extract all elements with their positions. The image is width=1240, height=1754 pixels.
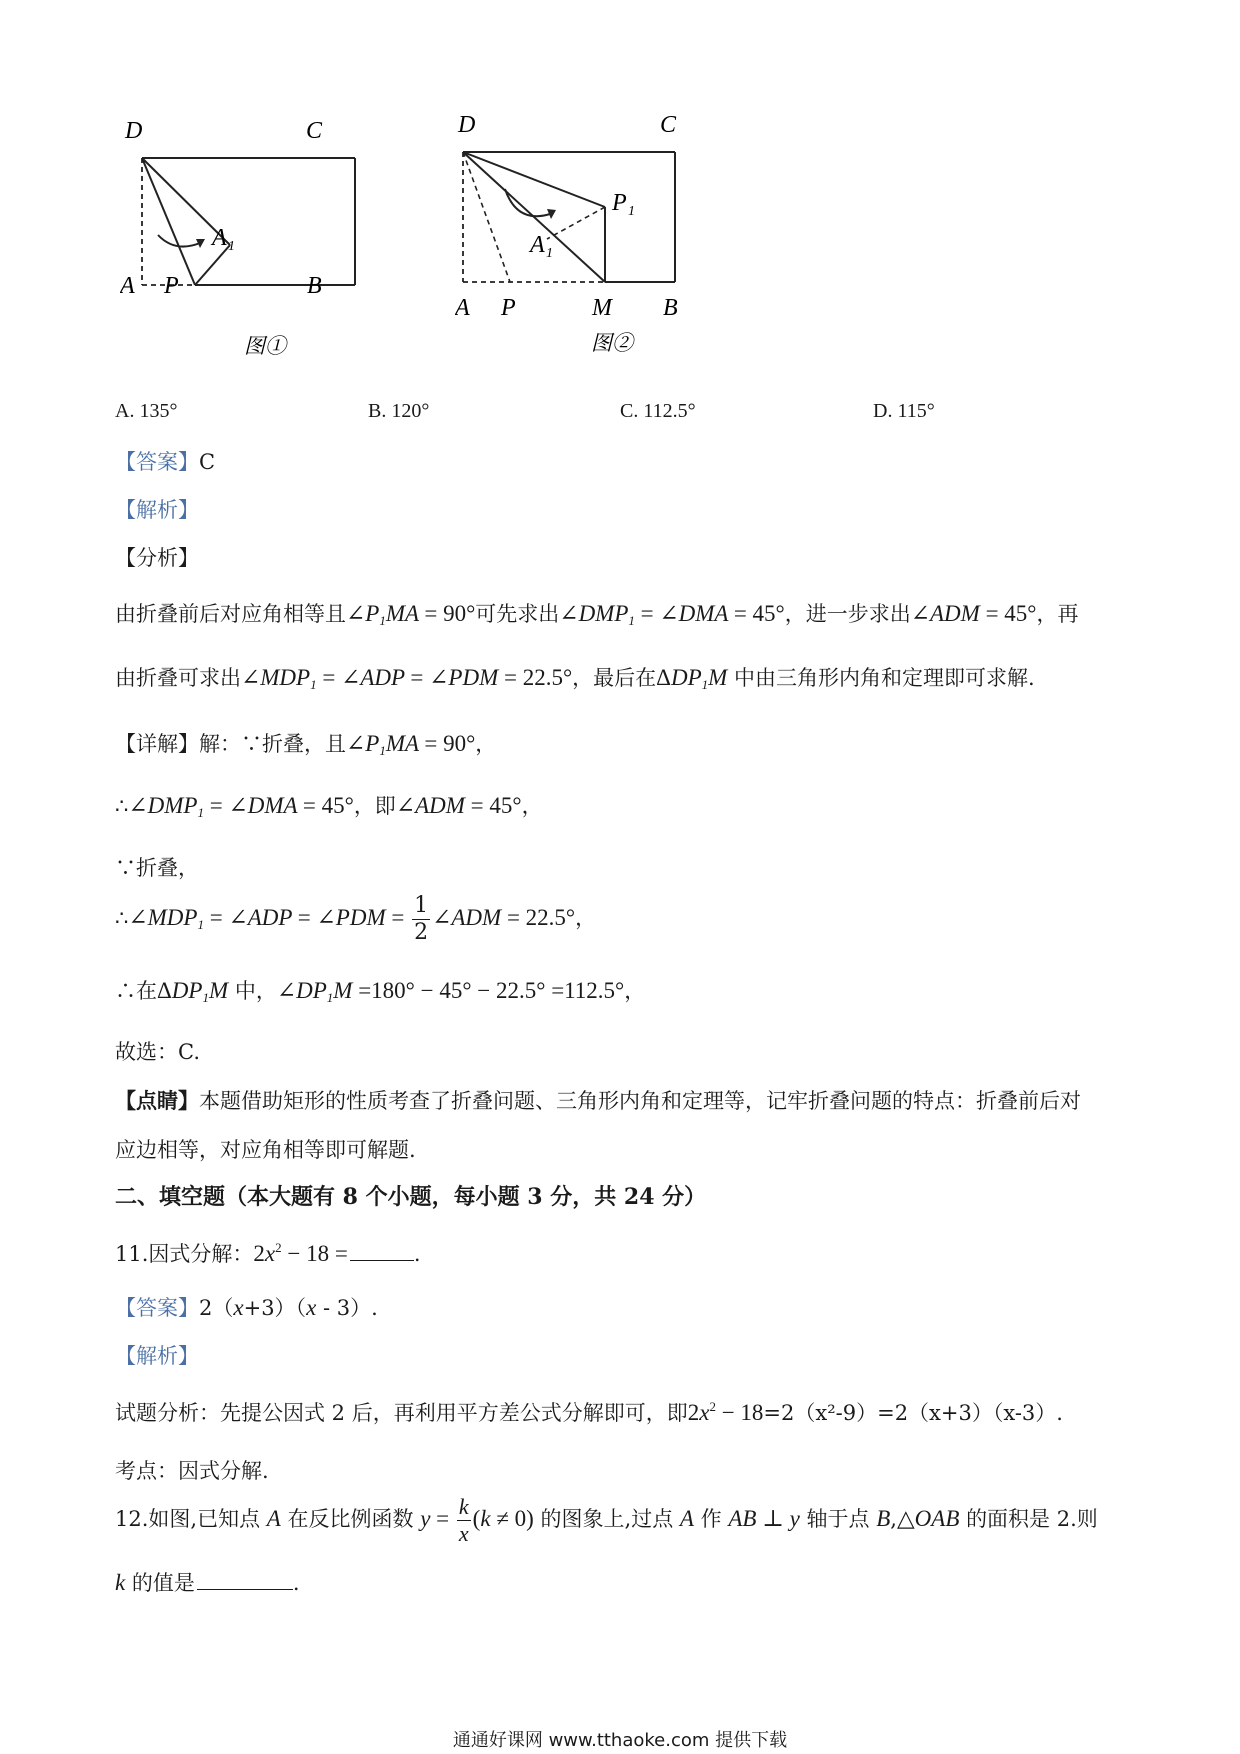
one-half-fraction: $\frac{1}{2}$: [414, 893, 429, 945]
fig2-label-p: P: [501, 295, 516, 321]
fig2-label-c: C: [660, 112, 677, 138]
option-a: A. 135°: [115, 400, 178, 422]
fig1-label-a1-sub: 1: [228, 239, 235, 254]
fig1-label-c: C: [306, 118, 323, 144]
option-b: B. 120°: [368, 400, 430, 422]
fig1-label-p: P: [164, 273, 179, 299]
q12-answer-blank: [197, 1588, 293, 1590]
option-c: C. 112.5°: [620, 400, 696, 422]
footer: 通通好课网 www.tthaoke.com 提供下载: [452, 1730, 788, 1751]
fig1-label-a1: A: [212, 225, 227, 251]
q10-step3: $\therefore\angle MDP_1$ = ∠ADP = ∠PDM = $\frac{1}{2}$ ∠ADM = 22.5°，: [115, 893, 597, 945]
k-over-x-fraction: $\frac{k}{x}$: [458, 1494, 469, 1546]
fig2-label-p1: P: [612, 190, 627, 216]
q10-dianjing-line2: 应边相等，对应角相等即可解题.: [115, 1138, 416, 1162]
q11-answer: 【答案】2（x+3）（x - 3）.: [115, 1295, 378, 1320]
q10-step1: $\therefore\angle DMP_1$ = ∠DMA = 45°，即∠ADM = 45°，: [115, 793, 543, 820]
figure-1: [120, 115, 380, 375]
fig2-caption: 图②: [591, 331, 633, 355]
q10-fenxi-line2: 由折叠可求出$\angle MDP_1$ = ∠ADP = ∠PDM = 22.5°，最后在$\Delta DP_1M$ 中由三角形内角和定理即可求解.: [115, 665, 1035, 692]
q10-detail-line: 【详解】解：∵折叠，且$\angle P_1MA = 90^\circ$，: [115, 731, 497, 758]
q10-fenxi-tag: 【分析】: [115, 546, 199, 570]
fig2-label-d: D: [458, 112, 476, 138]
section-title: 二、填空题（本大题有 8 个小题，每小题 3 分，共 24 分）: [115, 1184, 707, 1210]
q10-step2: ∵折叠，: [115, 856, 199, 880]
fig1-label-d: D: [125, 118, 143, 144]
fig2-label-a: A: [455, 295, 470, 321]
figure-2: [455, 112, 715, 372]
fig1-caption: 图①: [244, 334, 286, 358]
option-d: D. 115°: [873, 400, 935, 422]
fig2-label-a1: A: [530, 232, 545, 258]
fig2-label-m: M: [592, 295, 612, 321]
q10-analysis-tag: 【解析】: [115, 498, 199, 522]
q10-dianjing-line1: 【点睛】本题借助矩形的性质考查了折叠问题、三角形内角和定理等，记牢折叠问题的特点：折叠前后对: [115, 1088, 1081, 1113]
fig2-label-b: B: [663, 295, 678, 321]
fig2-label-p1-sub: 1: [628, 204, 635, 219]
fig2-label-a1-sub: 1: [546, 246, 553, 261]
q10-answer: 【答案】C: [115, 450, 216, 474]
q11-answer-blank: [350, 1259, 414, 1261]
fig1-label-a: A: [120, 273, 135, 299]
q10-choose: 故选：C.: [115, 1040, 200, 1064]
fig1-label-b: B: [307, 273, 322, 299]
q11-analysis: 试题分析：先提公因式 2 后，再利用平方差公式分解即可，即$2x^2 - 18=2(x^2-9)=2(x+3)(x-3)$.: [115, 1399, 1063, 1425]
q10-fenxi-line1: 由折叠前后对应角相等且$\angle P_1MA = 90^\circ$可先求出$\angle DMP_1$ = ∠DMA = 45°，进一步求出∠ADM = 45°，再: [115, 601, 1079, 628]
q11-analysis-tag: 【解析】: [115, 1344, 199, 1368]
q11-kaodian: 考点：因式分解.: [115, 1459, 269, 1483]
q12-stem-line1: 12.如图,已知点 A 在反比例函数 y = $\frac{k}{x}$ (k ≠ 0) 的图象上,过点 A 作 AB ⊥ y 轴于点 B,△OAB 的面积是 2.则: [115, 1494, 1098, 1546]
q12-stem-line2: k 的值是 .: [115, 1570, 300, 1595]
q10-step4: ∴在$\Delta DP_1M$ 中，$\angle DP_1M =180^\circ - 45^\circ - 22.5^\circ =112.5^\circ$，: [115, 978, 646, 1005]
q11-stem: 11.因式分解：$2x^2 - 18$ = .: [115, 1240, 421, 1266]
